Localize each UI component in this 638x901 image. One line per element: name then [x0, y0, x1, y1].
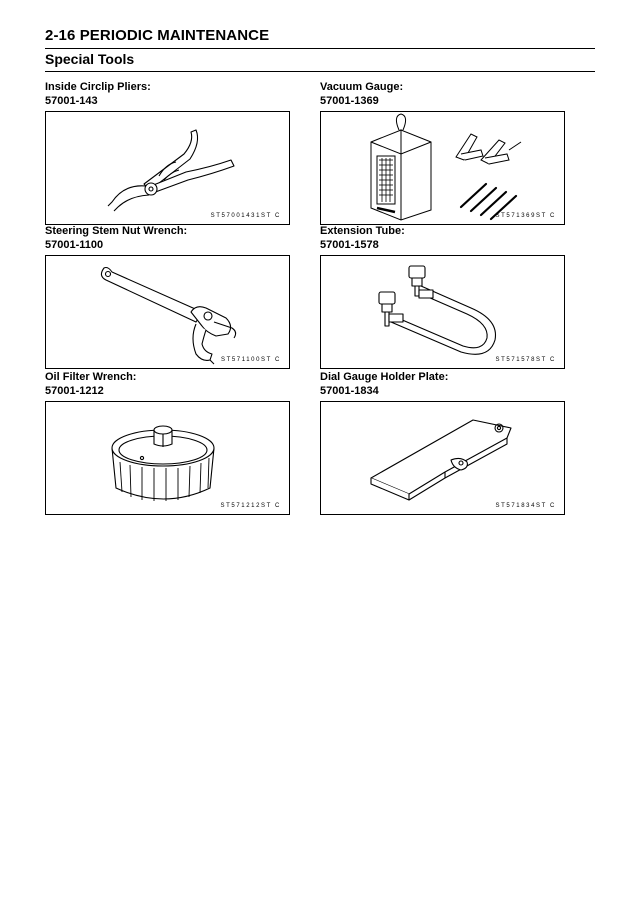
holder-plate-icon — [321, 402, 564, 514]
tool-name: Oil Filter Wrench: — [45, 371, 137, 383]
vacuum-gauge-icon — [321, 112, 564, 224]
tool-part-number: 57001-1100 — [45, 239, 104, 251]
header-rule — [45, 48, 595, 49]
tool-part-number: 57001-1834 — [320, 385, 379, 397]
section-rule — [45, 71, 595, 72]
tool-inside-circlip-pliers — [45, 80, 290, 219]
tool-part-number: 57001-1212 — [45, 385, 104, 397]
tool-name: Inside Circlip Pliers: — [45, 81, 151, 93]
tool-part-number: 57001-1369 — [320, 95, 379, 107]
tool-name: Dial Gauge Holder Plate: — [320, 371, 449, 383]
tool-illustration-frame — [320, 111, 565, 225]
tool-oil-filter-wrench — [45, 370, 290, 509]
figure-code: ST571578ST C — [495, 357, 556, 363]
tool-illustration-frame — [45, 401, 290, 515]
tool-name: Steering Stem Nut Wrench: — [45, 225, 188, 237]
tool-illustration-frame — [45, 255, 290, 369]
tool-steering-stem-nut-wrench — [45, 224, 290, 363]
spanner-wrench-icon — [46, 256, 289, 368]
tool-part-number: 57001-1578 — [320, 239, 379, 251]
tool-name: Extension Tube: — [320, 225, 405, 237]
tool-illustration-frame — [320, 255, 565, 369]
figure-code: ST571100ST C — [220, 357, 281, 363]
figure-code: ST571834ST C — [495, 503, 556, 509]
figure-code: ST571212ST C — [220, 503, 281, 509]
section-title: Special Tools — [45, 51, 135, 67]
tool-vacuum-gauge — [320, 80, 565, 219]
page-header-title: 2-16 PERIODIC MAINTENANCE — [45, 27, 270, 44]
tool-name: Vacuum Gauge: — [320, 81, 404, 93]
tool-extension-tube — [320, 224, 565, 363]
tool-illustration-frame — [45, 111, 290, 225]
tool-part-number: 57001-143 — [45, 95, 98, 107]
extension-tube-icon — [321, 256, 564, 368]
figure-code: ST57001431ST C — [210, 213, 281, 219]
oil-filter-wrench-icon — [46, 402, 289, 514]
figure-code: ST571369ST C — [495, 213, 556, 219]
circlip-pliers-icon — [46, 112, 289, 224]
tool-dial-gauge-holder-plate — [320, 370, 565, 509]
tool-illustration-frame — [320, 401, 565, 515]
